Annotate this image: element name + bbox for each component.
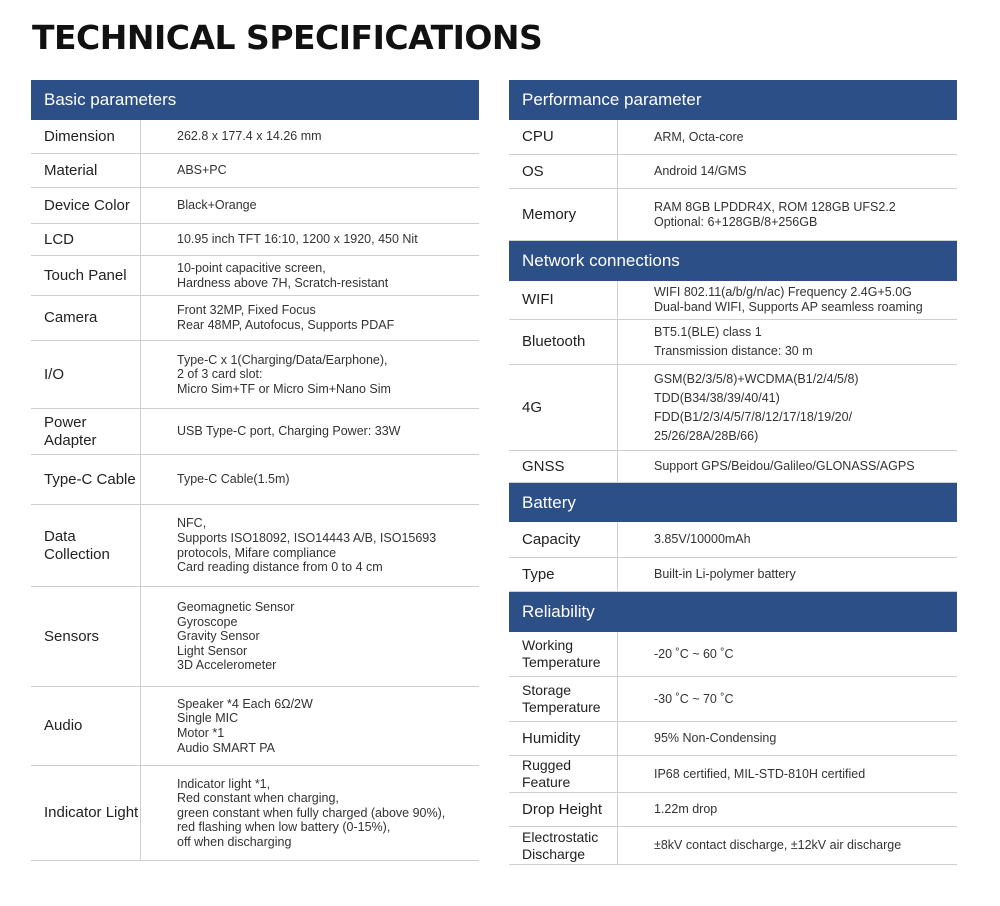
spec-value — [618, 365, 957, 450]
spec-label: Humidity — [509, 722, 618, 755]
reliability-header: Reliability — [509, 592, 957, 632]
spec-label: Dimension — [31, 120, 141, 153]
spec-value — [618, 558, 957, 591]
spec-value — [141, 188, 479, 223]
spec-row-power-adapter — [31, 409, 479, 455]
spec-value — [141, 766, 479, 860]
spec-value-line: WIFI 802.11(a/b/g/n/ac) Frequency 2.4G+5.0G — [654, 285, 912, 300]
spec-row-audio — [31, 687, 479, 766]
spec-value-line: Dual-band WIFI, Supports AP seamless roaming — [654, 300, 923, 314]
spec-value — [141, 296, 479, 340]
spec-value-line: ±8kV contact discharge, ±12kV air discharge — [654, 838, 902, 853]
spec-value-line: Indicator light *1, — [177, 776, 271, 791]
spec-value-line: 10.95 inch TFT 16:10, 1200 x 1920, 450 Nit — [177, 232, 418, 247]
spec-label: Sensors — [31, 587, 141, 686]
spec-value — [618, 722, 957, 755]
spec-value-line: -20 ˚C ~ 60 ˚C — [654, 646, 734, 661]
spec-value-line: Audio SMART PA — [177, 740, 275, 755]
spec-value-line: IP68 certified, MIL-STD-810H certified — [654, 766, 866, 781]
spec-label: Working Temperature — [509, 632, 618, 676]
spec-value — [141, 154, 479, 187]
spec-value-line: Android 14/GMS — [654, 164, 747, 179]
spec-value-line: Red constant when charging, — [177, 791, 339, 806]
spec-row-type-c-cable — [31, 455, 479, 505]
spec-label: I/O — [31, 341, 141, 408]
spec-row-i-o — [31, 341, 479, 409]
spec-value-line: 2 of 3 card slot: — [177, 367, 263, 382]
spec-label: Electrostatic Discharge — [509, 827, 618, 864]
spec-value — [618, 155, 957, 188]
basic-parameters-header: Basic parameters — [31, 80, 479, 120]
spec-value-line: 10-point capacitive screen, — [177, 260, 326, 275]
spec-row-data-collection — [31, 505, 479, 587]
spec-value-line: TDD(B34/38/39/40/41) — [654, 390, 780, 405]
spec-value-line: ABS+PC — [177, 163, 227, 178]
spec-value-line: Black+Orange — [177, 198, 257, 213]
spec-value-line: 95% Non-Condensing — [654, 731, 777, 746]
spec-row-drop-height — [509, 793, 957, 827]
spec-label: Touch Panel — [31, 256, 141, 295]
spec-row-device-color — [31, 188, 479, 224]
spec-value-line: BT5.1(BLE) class 1 — [654, 325, 762, 339]
spec-label: LCD — [31, 224, 141, 255]
spec-value — [618, 632, 957, 676]
spec-row-sensors — [31, 587, 479, 687]
spec-row-dimension — [31, 120, 479, 154]
spec-label: 4G — [509, 365, 618, 450]
spec-value-line: NFC, — [177, 516, 207, 531]
spec-row-gnss — [509, 451, 957, 483]
page-title: TECHNICAL SPECIFICATIONS — [32, 18, 543, 57]
spec-value-line: Hardness above 7H, Scratch-resistant — [177, 275, 389, 290]
reliability-table — [509, 632, 957, 865]
spec-value-line: Single MIC — [177, 711, 239, 726]
performance-table — [509, 120, 957, 241]
right-column — [509, 80, 957, 865]
spec-row-camera — [31, 296, 479, 341]
spec-row-indicator-light — [31, 766, 479, 861]
spec-value-line: RAM 8GB LPDDR4X, ROM 128GB UFS2.2 — [654, 199, 896, 214]
spec-value-line: off when discharging — [177, 834, 292, 849]
spec-row-electrostatic-discharge — [509, 827, 957, 865]
spec-value-line: Front 32MP, Fixed Focus — [177, 303, 316, 318]
spec-value — [618, 677, 957, 721]
spec-value-line: FDD(B1/2/3/4/5/7/8/12/17/18/19/20/ — [654, 409, 853, 424]
spec-value-line: 3D Accelerometer — [177, 658, 277, 673]
spec-value-line: Rear 48MP, Autofocus, Supports PDAF — [177, 318, 395, 332]
battery-header: Battery — [509, 483, 957, 522]
spec-value — [618, 281, 957, 319]
network-table — [509, 281, 957, 483]
performance-header: Performance parameter — [509, 80, 957, 120]
spec-label: Power Adapter — [31, 409, 141, 454]
spec-value-line: Card reading distance from 0 to 4 cm — [177, 560, 383, 575]
spec-value — [141, 120, 479, 153]
spec-row-cpu — [509, 120, 957, 155]
spec-value-line: 262.8 x 177.4 x 14.26 mm — [177, 129, 322, 144]
spec-label: Bluetooth — [509, 320, 618, 364]
spec-value-line: -30 ˚C ~ 70 ˚C — [654, 691, 734, 706]
spec-value — [141, 587, 479, 686]
spec-row-storage-temperature — [509, 677, 957, 722]
spec-value-line: Speaker *4 Each 6Ω/2W — [177, 696, 313, 711]
spec-label: GNSS — [509, 451, 618, 482]
spec-value-line: Light Sensor — [177, 643, 248, 658]
spec-value — [141, 687, 479, 765]
spec-value — [618, 756, 957, 792]
spec-row-os — [509, 155, 957, 189]
spec-label: Device Color — [31, 188, 141, 223]
spec-value-line: 3.85V/10000mAh — [654, 532, 751, 547]
spec-label: Capacity — [509, 522, 618, 557]
spec-row-memory — [509, 189, 957, 241]
spec-label: Audio — [31, 687, 141, 765]
spec-label: WIFI — [509, 281, 618, 319]
spec-value-line: USB Type-C port, Charging Power: 33W — [177, 424, 401, 439]
spec-value — [141, 505, 479, 586]
spec-value — [618, 827, 957, 864]
spec-value-line: Transmission distance: 30 m — [654, 344, 813, 358]
spec-value-line: Built-in Li-polymer battery — [654, 567, 796, 582]
spec-label: Memory — [509, 189, 618, 240]
spec-label: CPU — [509, 120, 618, 154]
spec-value — [618, 189, 957, 240]
spec-label: Rugged Feature — [509, 756, 618, 792]
spec-row-touch-panel — [31, 256, 479, 296]
spec-value-line: Type-C x 1(Charging/Data/Earphone), — [177, 352, 388, 367]
spec-row-type — [509, 558, 957, 592]
spec-label: OS — [509, 155, 618, 188]
spec-value — [141, 455, 479, 504]
spec-value-line: GSM(B2/3/5/8)+WCDMA(B1/2/4/5/8) — [654, 371, 859, 386]
spec-value-line: 25/26/28A/28B/66) — [654, 428, 759, 443]
spec-label: Drop Height — [509, 793, 618, 826]
spec-value-line: Optional: 6+128GB/8+256GB — [654, 214, 818, 229]
spec-label: Indicator Light — [31, 766, 141, 860]
spec-row-lcd — [31, 224, 479, 256]
spec-label: Type-C Cable — [31, 455, 141, 504]
spec-label: Type — [509, 558, 618, 591]
spec-row-material — [31, 154, 479, 188]
spec-value — [141, 409, 479, 454]
spec-row-working-temperature — [509, 632, 957, 677]
spec-value-line: green constant when fully charged (above 90%), — [177, 805, 446, 820]
spec-value-line: Motor *1 — [177, 726, 225, 740]
battery-table — [509, 522, 957, 592]
spec-row-4g — [509, 365, 957, 451]
spec-row-capacity — [509, 522, 957, 558]
spec-value-line: Geomagnetic Sensor — [177, 600, 295, 615]
spec-value — [141, 341, 479, 408]
spec-value-line: red flashing when low battery (0-15%), — [177, 820, 391, 835]
spec-value-line: 1.22m drop — [654, 802, 718, 817]
spec-value — [141, 256, 479, 295]
spec-label: Storage Temperature — [509, 677, 618, 721]
basic-parameters-column — [31, 80, 479, 861]
spec-value-line: Supports ISO18092, ISO14443 A/B, ISO15693 — [177, 530, 437, 545]
basic-parameters-table — [31, 120, 479, 861]
spec-value-line: ARM, Octa-core — [654, 129, 744, 144]
spec-value-line: Support GPS/Beidou/Galileo/GLONASS/AGPS — [654, 459, 915, 474]
spec-value-line: Type-C Cable(1.5m) — [177, 472, 290, 487]
spec-value — [618, 522, 957, 557]
spec-value — [141, 224, 479, 255]
spec-label: Data Collection — [31, 505, 141, 586]
network-header: Network connections — [509, 241, 957, 281]
spec-value-line: Gravity Sensor — [177, 629, 260, 644]
spec-row-humidity — [509, 722, 957, 756]
spec-value-line: protocols, Mifare compliance — [177, 545, 337, 560]
spec-value-line: Gyroscope — [177, 614, 238, 629]
spec-value — [618, 320, 957, 364]
spec-row-bluetooth — [509, 320, 957, 365]
spec-value — [618, 120, 957, 154]
spec-label: Camera — [31, 296, 141, 340]
spec-row-rugged-feature — [509, 756, 957, 793]
spec-value — [618, 793, 957, 826]
spec-value-line: Micro Sim+TF or Micro Sim+Nano Sim — [177, 381, 391, 396]
spec-row-wifi — [509, 281, 957, 320]
spec-label: Material — [31, 154, 141, 187]
spec-value — [618, 451, 957, 482]
